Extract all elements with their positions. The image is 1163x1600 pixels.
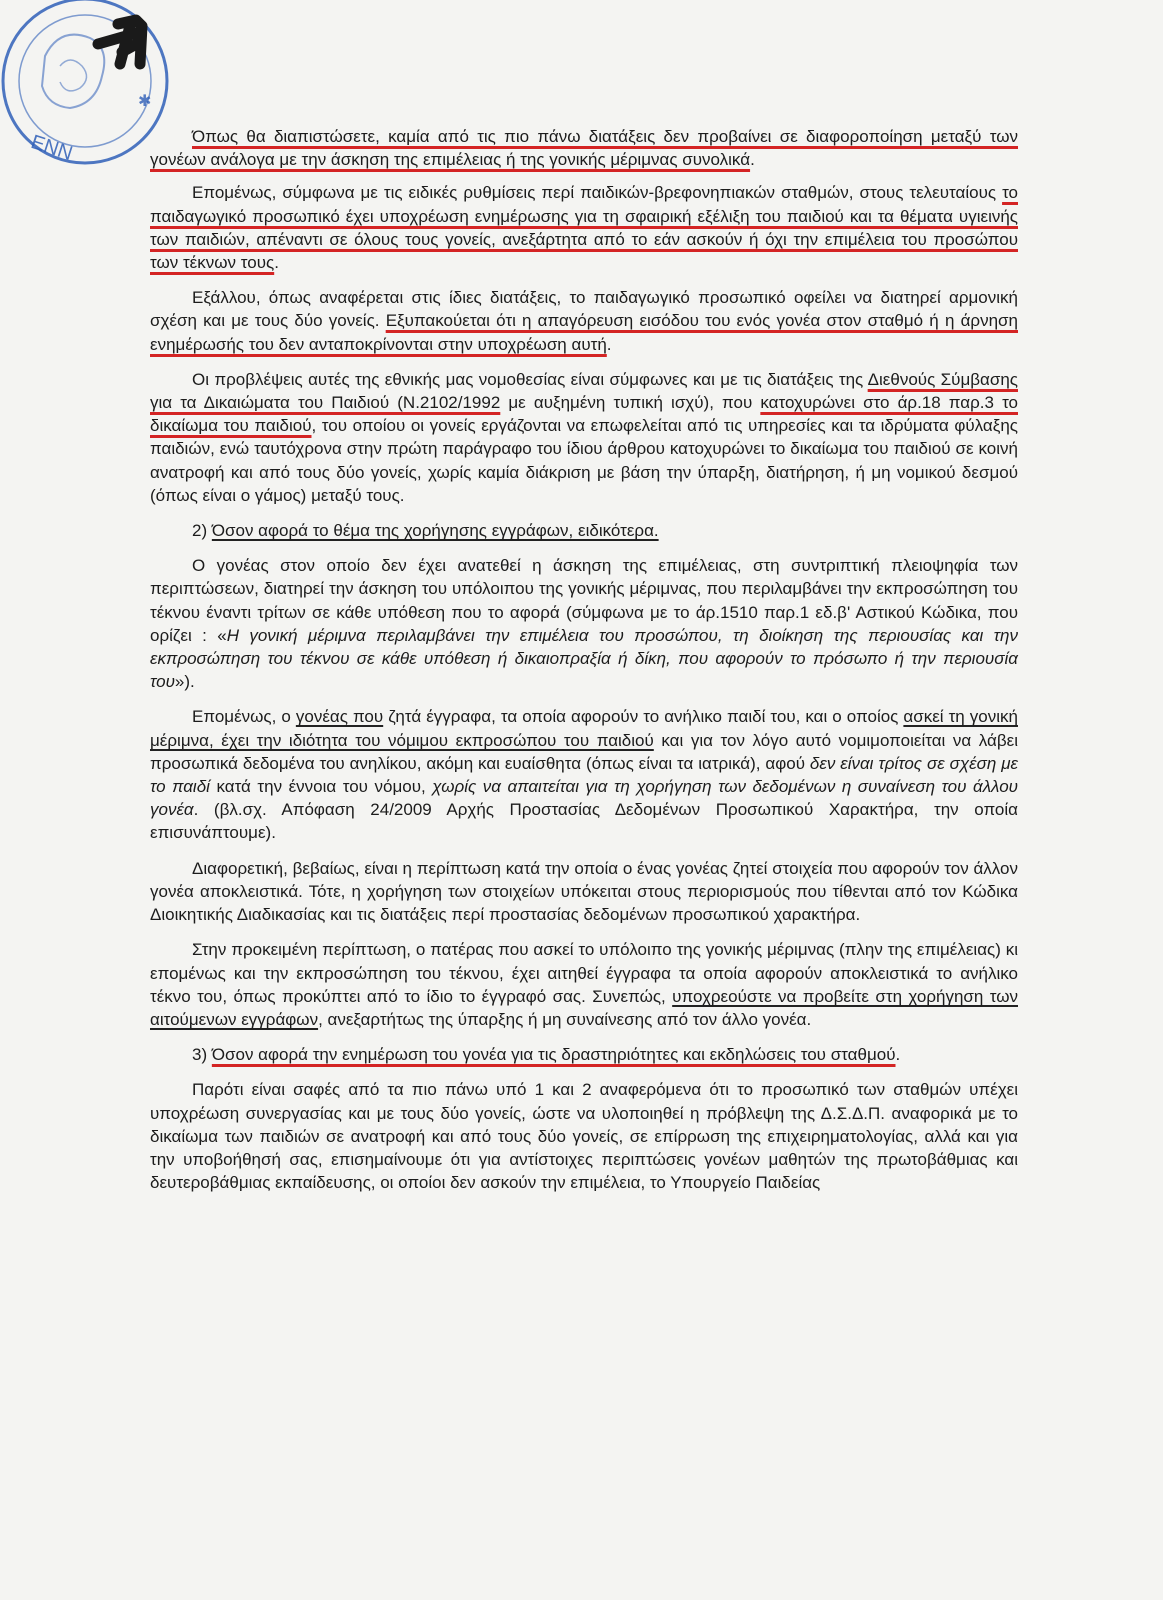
paragraph-8: Στην προκειμένη περίπτωση, ο πατέρας που ασκεί το υπόλοιπο της γονικής μέριμνας (πλην της επιμέλειας) κι επομένως και την εκπροσώπηση του τέκνου, έχει αιτηθεί έγγραφα τα οποία αφορούν αποκλειστικά το ανήλικο τέκνο του, όπως προκύπτει από το ίδιο το έγγραφό σας. Συνεπώς, υποχρεούστε να προβείτε στη χορήγηση των αιτούμενων εγγράφων, ανεξαρτήτως της ύπαρξης ή μη συναίνεσης από τον άλλο γονέα. xyxy=(150,940,1018,1029)
svg-text:✱: ✱ xyxy=(138,93,152,110)
paragraph-3: Εξάλλου, όπως αναφέρεται στις ίδιες διατάξεις, το παιδαγωγικό προσωπικό οφείλει να διατηρεί αρμονική σχέση και με τους δύο γονείς. Εξυπακούεται ότι η απαγόρευση εισόδου του ενός γονέα στον σταθμό ή η άρνηση ενημέρωσής του δεν ανταποκρίνονται στην υποχρέωση αυτή. xyxy=(150,288,1018,354)
highlighted-text: Όπως θα διαπιστώσετε, καμία από τις πιο πάνω διατάξεις δεν προβαίνει σε διαφοροποίηση μεταξύ των γονέων ανάλογα με την άσκηση της επιμέλειας ή της γονικής μέριμνας συνολικά xyxy=(150,127,1018,170)
paragraph-2: Επομένως, σύμφωνα με τις ειδικές ρυθμίσεις περί παιδικών-βρεφονηπιακών σταθμών, στους τελευταίους το παιδαγωγικό προσωπικό έχει υποχρέωση ενημέρωσης για τη σφαιρική εξέλιξη του παιδιού και τα θέματα υγιεινής των παιδιών, απέναντι σε όλους τους γονείς, ανεξάρτητα από το εάν ασκούν ή όχι την επιμέλεια του προσώπου των τέκνων τους. xyxy=(150,183,1018,273)
section-heading-2: 2) Όσον αφορά το θέμα της χορήγησης εγγράφων, ειδικότερα. xyxy=(192,521,659,541)
paragraph-1: Όπως θα διαπιστώσετε, καμία από τις πιο πάνω διατάξεις δεν προβαίνει σε διαφοροποίηση μεταξύ των γονέων ανάλογα με την άσκηση της επιμέλειας ή της γονικής μέριμνας συνολικά. xyxy=(150,127,1018,170)
paragraph-5: Ο γονέας στον οποίο δεν έχει ανατεθεί η άσκηση της επιμέλειας, στη συντριπτική πλειοψηφία των περιπτώσεων, διατηρεί την άσκηση του υπόλοιπου της γονικής μέριμνας, που περιλαμβάνει την εκπροσώπηση του τέκνου έναντι τρίτων σε κάθε υπόθεση που το αφορά (σύμφωνα με το άρ.1510 παρ.1 εδ.β' Αστικού Κώδικα, που ορίζει : «Η γονική μέριμνα περιλαμβάνει την επιμέλεια του προσώπου, τη διοίκηση της περιουσίας και την εκπροσώπηση του τέκνου σε κάθε υπόθεση ή δικαιοπραξία ή δίκη, που αφορούν το πρόσωπο ή την περιουσία του»). xyxy=(150,556,1018,692)
highlighted-text: Διεθνούς Σύμβασης για τα Δικαιώματα του Παιδιού (Ν.2102/1992 xyxy=(150,369,1018,413)
highlighted-text: το παιδαγωγικό προσωπικό έχει υποχρέωση ενημέρωσης για τη σφαιρική εξέλιξη του παιδιού και τα θέματα υγιεινής των παιδιών, απέναντι σε όλους τους γονείς, ανεξάρτητα από το εάν ασκούν ή όχι την επιμέλεια του προσώπου των τέκνων τους xyxy=(150,183,1018,273)
highlighted-text: κατοχυρώνει στο άρ.18 παρ.3 το δικαίωμα του παιδιού xyxy=(150,393,1018,436)
section-heading-3: 3) Όσον αφορά την ενημέρωση του γονέα για τις δραστηριότητες και εκδηλώσεις του σταθμού. xyxy=(192,1045,901,1065)
paragraph-4: Οι προβλέψεις αυτές της εθνικής μας νομοθεσίας είναι σύμφωνες και με τις διατάξεις της Διεθνούς Σύμβασης για τα Δικαιώματα του Παιδιού (Ν.2102/1992 με αυξημένη τυπική ισχύ), που κατοχυρώνει στο άρ.18 παρ.3 το δικαίωμα του παιδιού, του οποίου οι γονείς εργάζονται να επωφελείται από τις υπηρεσίες και τα ιδρύματα φύλαξης παιδιών, ενώ ταυτόχρονα στην πρώτη παράγραφο του ίδιου άρθρου κατοχυρώνει το δικαίωμα του παιδιού σε κοινή ανατροφή και από τους δύο γονείς, χωρίς καμία διάκριση με βάση την ύπαρξη, διατήρηση, ή μη νομικού δεσμού (όπως είναι ο γάμος) μεταξύ τους. xyxy=(150,369,1018,505)
paragraph-6: Επομένως, ο γονέας που ζητά έγγραφα, τα οποία αφορούν το ανήλικο παιδί του, και ο οποίος ασκεί τη γονική μέριμνα, έχει την ιδιότητα του νόμιμου εκπροσώπου του παιδιού και για τον λόγο αυτό νομιμοποιείται να λάβει προσωπικά δεδομένα του ανηλίκου, ακόμη και ευαίσθητα (όπως είναι τα ιατρικά), αφού δεν είναι τρίτος σε σχέση με το παιδί κατά την έννοια του νόμου, χωρίς να απαιτείται για τη χορήγηση των δεδομένων η συναίνεση του άλλου γονέα. (βλ.σχ. Απόφαση 24/2009 Αρχής Προστασίας Δεδομένων Προσωπικού Χαρακτήρα, την οποία επισυνάπτουμε). xyxy=(150,707,1018,843)
paragraph-7: Διαφορετική, βεβαίως, είναι η περίπτωση κατά την οποία ο ένας γονέας ζητεί στοιχεία που αφορούν τον άλλον γονέα αποκλειστικά. Τότε, η χορήγηση των στοιχείων υπόκειται στους περιορισμούς που τίθενται από τον Κώδικα Διοικητικής Διαδικασίας και τις διατάξεις περί προστασίας δεδομένων προσωπικού χαρακτήρα. xyxy=(150,858,1018,925)
svg-text:ΕΝΝ: ΕΝΝ xyxy=(28,131,76,166)
paragraph-9: Παρότι είναι σαφές από τα πιο πάνω υπό 1 και 2 αναφερόμενα ότι το προσωπικό των σταθμών υπέχει υποχρέωση συνεργασίας και με τους δύο γονείς, ώστε να υλοποιηθεί η πρόβλεψη της Δ.Σ.Δ.Π. αναφορικά με το δικαίωμα των παιδιών σε ανατροφή και από τους δύο γονείς, σε επίρρωση της επιχειρηματολογίας, αλλά και για την υποβοήθησή σας, επισημαίνουμε ότι για αντίστοιχες περιπτώσεις γονέων μαθητών της πρωτοβάθμιας και δευτεροβάθμιας εκπαίδευσης, οι οποίοι δεν ασκούν την επιμέλεια, το Υπουργείο Παιδείας xyxy=(150,1080,1018,1193)
document-body xyxy=(150,125,1018,1206)
highlighted-text: Εξυπακούεται ότι η απαγόρευση εισόδου του ενός γονέα στον σταθμό ή η άρνηση ενημέρωσής του δεν ανταποκρίνονται στην υποχρέωση αυτή xyxy=(150,311,1018,354)
